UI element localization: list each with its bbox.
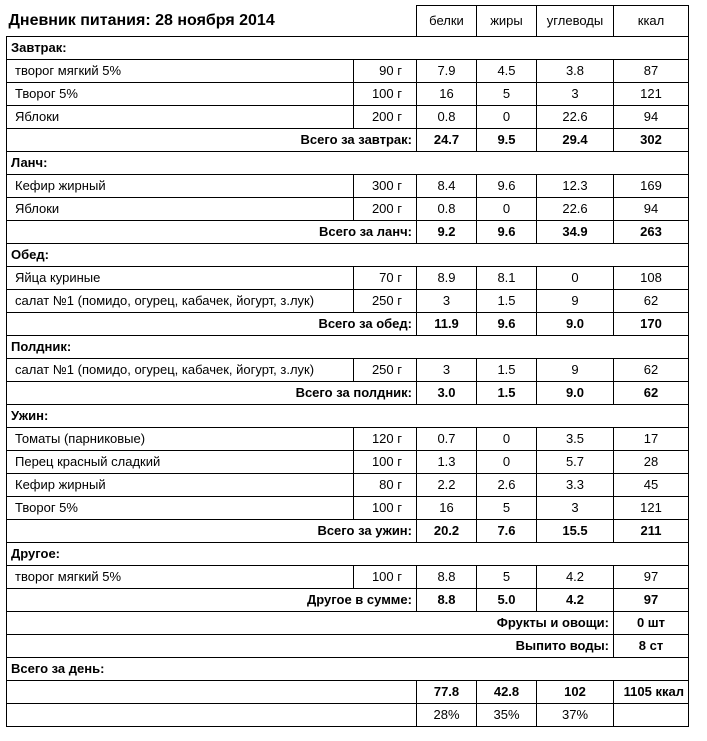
food-kcal: 94 [614,198,689,221]
day-percent-protein: 28% [417,704,477,727]
meal-total-kcal: 170 [614,313,689,336]
food-carbs: 22.6 [537,198,614,221]
food-carbs: 3.3 [537,474,614,497]
day-percent-spacer [7,704,417,727]
meal-total-row [7,221,689,244]
meal-total-protein: 24.7 [417,129,477,152]
food-protein: 0.8 [417,198,477,221]
day-total-protein: 77.8 [417,681,477,704]
food-carbs: 3 [537,83,614,106]
meal-total-fat: 7.6 [477,520,537,543]
food-carbs: 3.8 [537,60,614,83]
day-total-spacer [7,681,417,704]
day-total-fat: 42.8 [477,681,537,704]
meal-total-protein: 9.2 [417,221,477,244]
meal-total-kcal: 211 [614,520,689,543]
fruits-label: Фрукты и овощи: [7,612,614,635]
meal-section-row [7,543,689,566]
meal-total-row [7,313,689,336]
food-kcal: 28 [614,451,689,474]
food-name: Творог 5% [7,83,354,106]
nutrition-diary-table [6,5,689,727]
food-name: Творог 5% [7,497,354,520]
column-header-carbs: углеводы [537,6,614,37]
food-carbs: 9 [537,359,614,382]
food-carbs: 22.6 [537,106,614,129]
day-percent-carbs: 37% [537,704,614,727]
food-item-row [7,451,689,474]
day-percent-fat: 35% [477,704,537,727]
day-total-section-row [7,658,689,681]
food-name: Яблоки [7,198,354,221]
food-carbs: 3.5 [537,428,614,451]
food-kcal: 121 [614,497,689,520]
food-name: Кефир жирный [7,175,354,198]
food-protein: 2.2 [417,474,477,497]
meal-total-kcal: 97 [614,589,689,612]
food-weight: 200 г [354,198,417,221]
day-total-title: Всего за день: [7,658,689,681]
food-weight: 100 г [354,83,417,106]
food-protein: 16 [417,497,477,520]
food-item-row [7,359,689,382]
meal-total-kcal: 62 [614,382,689,405]
food-name: Кефир жирный [7,474,354,497]
food-item-row [7,290,689,313]
day-percent-kcal-empty [614,704,689,727]
meal-section-title: Другое: [7,543,689,566]
food-weight: 250 г [354,359,417,382]
meal-section-title: Ланч: [7,152,689,175]
page-title: Дневник питания: 28 ноября 2014 [7,6,417,37]
food-name: творог мягкий 5% [7,566,354,589]
column-header-kcal: ккал [614,6,689,37]
food-item-row [7,60,689,83]
food-weight: 90 г [354,60,417,83]
food-weight: 300 г [354,175,417,198]
food-carbs: 0 [537,267,614,290]
food-name: салат №1 (помидо, огурец, кабачек, йогурт, з.лук) [7,359,354,382]
column-header-fat: жиры [477,6,537,37]
food-protein: 8.9 [417,267,477,290]
food-protein: 0.8 [417,106,477,129]
food-fat: 4.5 [477,60,537,83]
food-kcal: 62 [614,359,689,382]
food-protein: 7.9 [417,60,477,83]
day-total-carbs: 102 [537,681,614,704]
food-item-row [7,83,689,106]
meal-section-row [7,405,689,428]
food-carbs: 12.3 [537,175,614,198]
food-fat: 0 [477,428,537,451]
food-kcal: 94 [614,106,689,129]
food-weight: 100 г [354,566,417,589]
meal-total-carbs: 15.5 [537,520,614,543]
food-kcal: 45 [614,474,689,497]
food-item-row [7,175,689,198]
meal-total-carbs: 9.0 [537,382,614,405]
food-protein: 0.7 [417,428,477,451]
food-fat: 9.6 [477,175,537,198]
meal-total-fat: 1.5 [477,382,537,405]
food-weight: 80 г [354,474,417,497]
food-name: творог мягкий 5% [7,60,354,83]
water-value: 8 ст [614,635,689,658]
food-kcal: 169 [614,175,689,198]
food-name: салат №1 (помидо, огурец, кабачек, йогурт, з.лук) [7,290,354,313]
food-kcal: 62 [614,290,689,313]
day-total-kcal: 1105 ккал [614,681,689,704]
meal-total-label: Всего за завтрак: [7,129,417,152]
meal-total-protein: 8.8 [417,589,477,612]
meal-section-row [7,244,689,267]
water-row [7,635,689,658]
food-kcal: 87 [614,60,689,83]
food-item-row [7,267,689,290]
fruits-value: 0 шт [614,612,689,635]
food-weight: 100 г [354,451,417,474]
food-kcal: 17 [614,428,689,451]
meal-total-label: Другое в сумме: [7,589,417,612]
fruits-row [7,612,689,635]
food-fat: 5 [477,566,537,589]
day-total-values-row [7,681,689,704]
food-protein: 3 [417,290,477,313]
meal-section-title: Полдник: [7,336,689,359]
food-protein: 8.4 [417,175,477,198]
meal-total-row [7,129,689,152]
food-fat: 5 [477,83,537,106]
food-carbs: 4.2 [537,566,614,589]
meal-total-label: Всего за ланч: [7,221,417,244]
food-fat: 0 [477,106,537,129]
meal-total-kcal: 302 [614,129,689,152]
food-weight: 100 г [354,497,417,520]
food-fat: 1.5 [477,359,537,382]
meal-total-carbs: 34.9 [537,221,614,244]
food-carbs: 5.7 [537,451,614,474]
food-protein: 8.8 [417,566,477,589]
meal-total-kcal: 263 [614,221,689,244]
meal-total-fat: 9.5 [477,129,537,152]
food-kcal: 108 [614,267,689,290]
food-fat: 8.1 [477,267,537,290]
food-protein: 3 [417,359,477,382]
food-name: Перец красный сладкий [7,451,354,474]
meal-total-protein: 11.9 [417,313,477,336]
food-weight: 250 г [354,290,417,313]
column-header-protein: белки [417,6,477,37]
food-item-row [7,198,689,221]
food-item-row [7,428,689,451]
meal-total-carbs: 9.0 [537,313,614,336]
food-protein: 16 [417,83,477,106]
day-total-percent-row [7,704,689,727]
meal-section-title: Ужин: [7,405,689,428]
header-row [7,6,689,37]
meal-section-row [7,336,689,359]
meal-total-row [7,520,689,543]
food-fat: 0 [477,198,537,221]
food-name: Яйца куриные [7,267,354,290]
food-item-row [7,106,689,129]
meal-section-row [7,152,689,175]
meal-total-label: Всего за полдник: [7,382,417,405]
water-label: Выпито воды: [7,635,614,658]
food-protein: 1.3 [417,451,477,474]
food-name: Томаты (парниковые) [7,428,354,451]
food-weight: 200 г [354,106,417,129]
meal-total-fat: 5.0 [477,589,537,612]
meal-total-fat: 9.6 [477,313,537,336]
food-carbs: 9 [537,290,614,313]
meal-section-title: Обед: [7,244,689,267]
meal-total-row [7,589,689,612]
meal-total-row [7,382,689,405]
meal-total-label: Всего за обед: [7,313,417,336]
food-item-row [7,566,689,589]
food-fat: 2.6 [477,474,537,497]
meal-total-carbs: 29.4 [537,129,614,152]
food-name: Яблоки [7,106,354,129]
food-fat: 5 [477,497,537,520]
food-kcal: 97 [614,566,689,589]
meal-total-protein: 3.0 [417,382,477,405]
food-fat: 1.5 [477,290,537,313]
food-kcal: 121 [614,83,689,106]
meal-total-protein: 20.2 [417,520,477,543]
food-carbs: 3 [537,497,614,520]
food-fat: 0 [477,451,537,474]
meal-section-title: Завтрак: [7,37,689,60]
meal-total-carbs: 4.2 [537,589,614,612]
meal-total-label: Всего за ужин: [7,520,417,543]
food-weight: 120 г [354,428,417,451]
meal-section-row [7,37,689,60]
meal-total-fat: 9.6 [477,221,537,244]
food-item-row [7,474,689,497]
food-item-row [7,497,689,520]
food-weight: 70 г [354,267,417,290]
